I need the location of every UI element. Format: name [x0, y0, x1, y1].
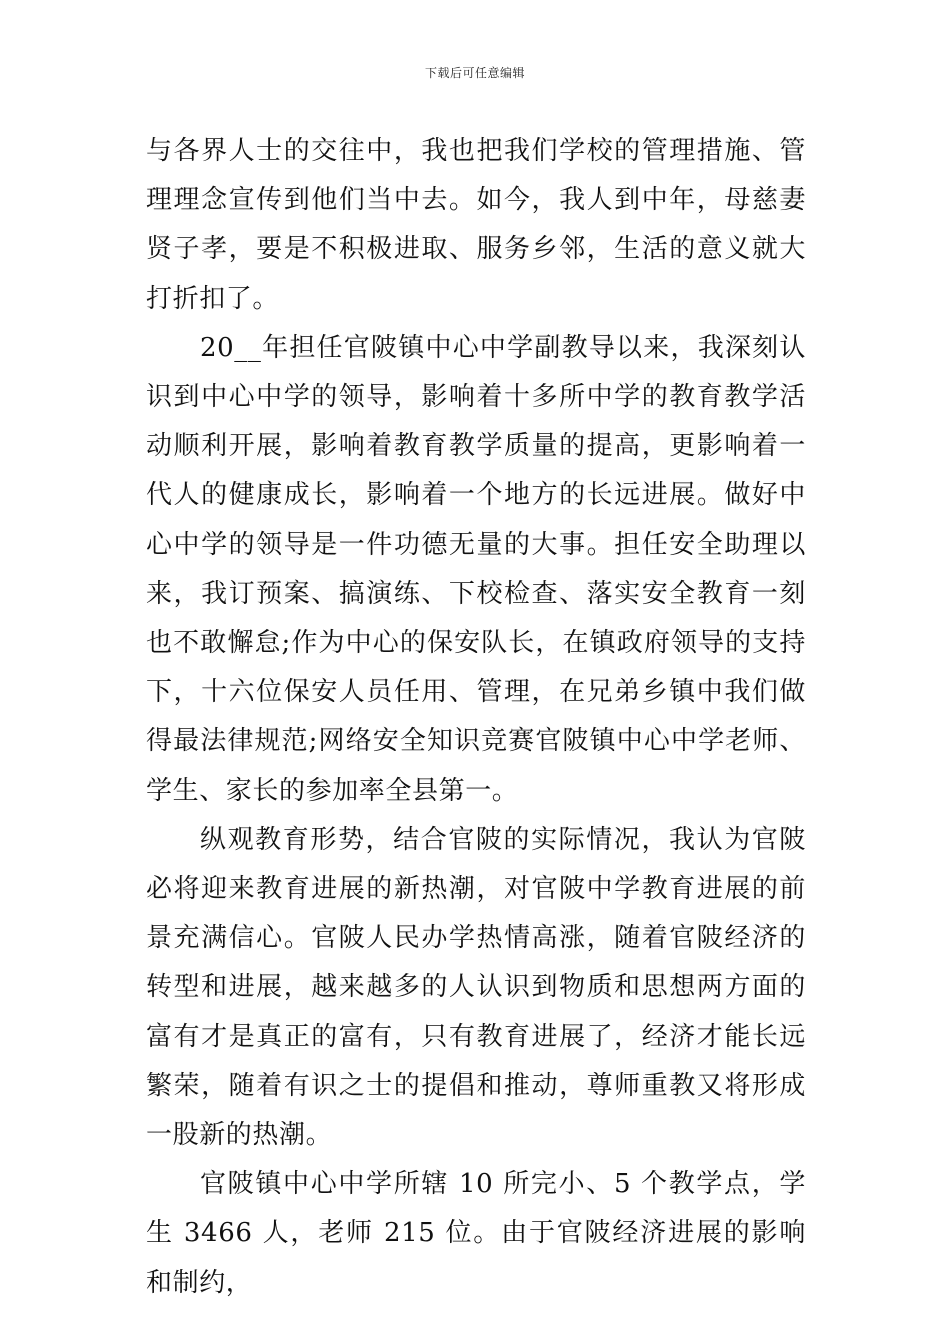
paragraph-1: 与各界人士的交往中，我也把我们学校的管理措施、管理理念宣传到他们当中去。如今，我人到中年，母慈妻贤子孝，要是不积极进取、服务乡邻，生活的意义就大打折扣了。 [146, 136, 806, 314]
paragraph-2: 20__年担任官陂镇中心中学副教导以来，我深刻认识到中心中学的领导，影响着十多所中学的教育教学活动顺利开展，影响着教育教学质量的提高，更影响着一代人的健康成长，影响着一个地方的长远进展。做好中心中学的领导是一件功德无量的大事。担任安全助理以来，我订预案、搞演练、下校检查、落实安全教育一刻也不敢懈怠;作为中心的保安队长，在镇政府领导的支持下，十六位保安人员任用、管理，在兄弟乡镇中我们做得最法律规范;网络安全知识竞赛官陂镇中心中学老师、学生、家长的参加率全县第一。 [146, 332, 806, 806]
document-body [146, 127, 806, 1308]
page-header-note: 下载后可任意编辑 [424, 66, 525, 80]
paragraph-4: 官陂镇中心中学所辖 10 所完小、5 个教学点，学生 3466 人，老师 215 位。由于官陂经济进展的影响和制约， [146, 1169, 806, 1298]
paragraph-3: 纵观教育形势，结合官陂的实际情况，我认为官陂必将迎来教育进展的新热潮，对官陂中学教育进展的前景充满信心。官陂人民办学热情高涨，随着官陂经济的转型和进展，越来越多的人认识到物质和思想两方面的富有才是真正的富有，只有教育进展了，经济才能长远繁荣，随着有识之士的提倡和推动，尊师重教又将形成一股新的热潮。 [146, 824, 806, 1151]
